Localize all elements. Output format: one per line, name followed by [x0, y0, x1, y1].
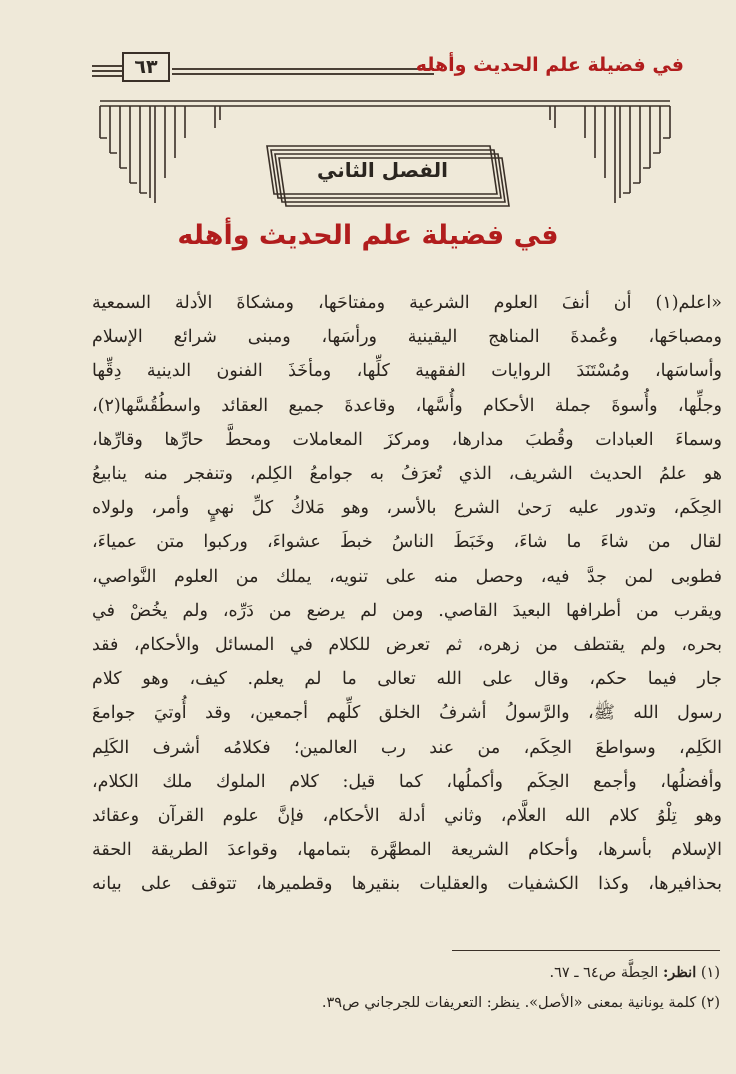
- text-line: ويقرب من أطرافها البعيدَ القاصي. ومن لم يرضع من دَرِّه، ولم يخُضْ في: [92, 600, 722, 621]
- text-line: رسول الله ﷺ، والرَّسولُ أشرفُ الخلق كلِّهم أجمعين، وقد أُوتيَ جوامعَ: [92, 703, 722, 724]
- text-line: «اعلم(١) أن أنفَ العلوم الشرعية ومفتاحَها، ومشكاةَ الأدلة السمعية: [92, 293, 722, 313]
- section-title: في فضيلة علم الحديث وأهله: [177, 220, 559, 251]
- header-rule: [172, 68, 434, 70]
- footnotes: [120, 958, 720, 1018]
- header-rule-left: [92, 65, 122, 80]
- text-line: وأساسَها، ومُسْتَنَدَ الروايات الفقهية كلِّها، ومأخَذَ الفنون الدينية دِقِّها: [92, 361, 722, 382]
- text-line: فطوبى لمن جدَّ فيه، وحصل منه على تنويه، يملك من العلوم النَّواصي،: [92, 566, 722, 587]
- text-line: وأفضلُها، وأجمع الحِكَم وأكملُها، كما قيل: كلام الملوك ملك الكلام،: [92, 771, 722, 792]
- main-text: [92, 286, 722, 902]
- text-line: بحره، ولم يقتطف من زهره، ثم تعرض للكلام في المسائل والأحكام، فقد: [92, 635, 722, 656]
- text-line: بحذافيرها، وكذا الكشفيات والعقليات بنقيرها وقطميرها، تتوقف على بيانه: [92, 874, 722, 895]
- text-line: لقال من شاءَ ما شاءَ، وخَبَطَ الناسُ خبطَ عشواءَ، وركبوا متن عمياءَ،: [92, 532, 722, 553]
- header-rule: [172, 73, 434, 75]
- chapter-heading: الفصل الثاني: [316, 158, 449, 182]
- footnote: [120, 958, 720, 988]
- footnote-text: الحِطَّة ص٦٤ ـ ٦٧.: [549, 965, 659, 981]
- text-line: وجلِّها، وأُسوةَ جملة الأحكام وأُسَّها، وقاعدةَ جميع العقائد واسطُقُسَّها(٢)،: [92, 395, 722, 416]
- footnote-marker: (٢): [700, 995, 720, 1011]
- page-number: ٦٣: [122, 52, 170, 82]
- footnote-text: كلمة يونانية بمعنى «الأصل». ينظر: التعريفات للجرجاني ص٣٩.: [321, 995, 697, 1011]
- text-line: وهو تِلْوُ كلام الله العلَّام، وثاني أدلة الأحكام، فإنَّ علوم القرآن وعقائد: [92, 806, 722, 827]
- text-line: هو علمُ الحديث الشريف، الذي تُعرَفُ به جوامعُ الكِلم، وتنفجر منه ينابيعُ: [92, 464, 722, 485]
- text-line: الكَلِم، وسواطعَ الحِكَم، من عند رب العالمين؛ فكلامُه أشرف الكَلِم: [92, 737, 722, 758]
- footnote-marker: (١): [700, 965, 720, 981]
- text-line: جار فيما حكم، وقال على الله تعالى ما لم يعلم. كيف، وهو كلام: [92, 669, 722, 690]
- text-line: ومصباحَها، وعُمدةَ المناهج اليقينية ورأسَها، ومبنى شرائع الإسلام: [92, 327, 722, 348]
- footnote: [120, 988, 720, 1018]
- running-head: [92, 50, 684, 90]
- text-line: الإسلام بأسرها، وأحكام الشريعة المطهَّرة بتمامها، وقواعدَ الطريقة الحقة: [92, 840, 722, 861]
- text-line: وسماءَ العبادات وقُطبَ مدارها، ومركزَ المعاملات ومحطَّ حارِّها وقارِّها،: [92, 429, 722, 450]
- footnote-lead: انظر:: [662, 964, 697, 981]
- text-line: الحِكَم، وتدور عليه رَحىٰ الشرع بالأسر، وهو مَلاكُ كلِّ نهيٍ وأمر، ولولاه: [92, 498, 722, 519]
- footnote-rule: [452, 950, 720, 951]
- running-head-title: في فضيلة علم الحديث وأهله: [415, 54, 684, 76]
